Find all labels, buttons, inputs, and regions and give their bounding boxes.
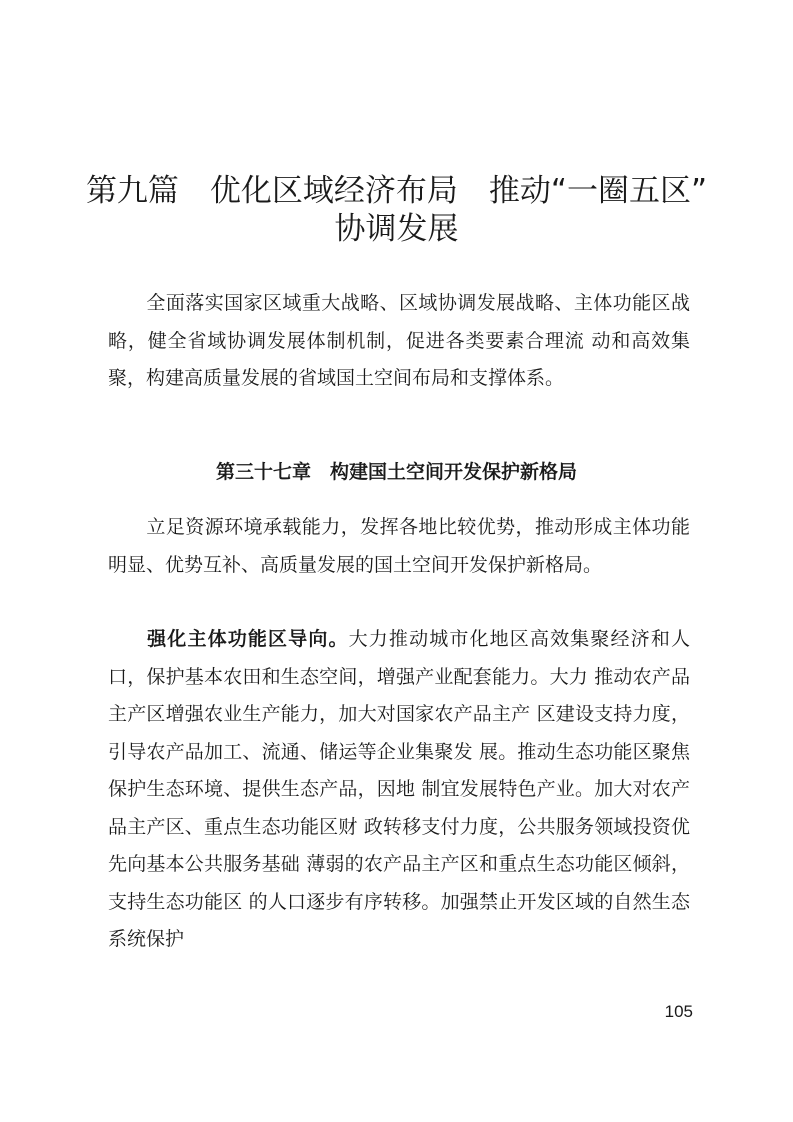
section-paragraph bbox=[108, 621, 690, 959]
chapter-intro-text: 立足资源环境承载能力，发挥各地比较优势，推动形成主体功能明显、优势互补、高质量发展的国土空间开发保护新格局。 bbox=[108, 516, 690, 576]
part-title-line-2: 协调发展 bbox=[334, 211, 459, 247]
intro-paragraph bbox=[108, 285, 690, 398]
chapter-intro-paragraph bbox=[108, 509, 690, 584]
part-title-line-1: 第九篇 优化区域经济布局 推动“一圈五区” bbox=[85, 173, 708, 209]
chapter-title: 第三十七章 构建国土空间开发保护新格局 bbox=[215, 461, 577, 483]
page-number: 105 bbox=[664, 1002, 693, 1021]
section-body-text: 大力推动城市化地区高效集聚经济和人口，保护基本农田和生态空间，增强产业配套能力。大力 推动农产品主产区增强农业生产能力，加大对国家农产品主产 区建设支持力度，引导农产品加工、流通、储运等企业集聚发 展。推动生态功能区聚焦保护生态环境、提供生态产品，因地 制宜发展特色产业。加大对农产品主产区、重点生态功能区财 政转移支付力度，公共服务领域投资优先向基本公共服务基础 薄弱的农产品主产区和重点生态功能区倾斜，支持生态功能区 的人口逐步有序转移。加强禁止开发区域的自然生态系统保护 bbox=[108, 628, 690, 950]
section-lead-heading: 强化主体功能区导向。 bbox=[146, 628, 349, 650]
intro-paragraph-text: 全面落实国家区域重大战略、区域协调发展战略、主体功能区战略，健全省域协调发展体制机制，促进各类要素合理流 动和高效集聚，构建高质量发展的省域国土空间布局和支撑体系。 bbox=[108, 292, 690, 389]
